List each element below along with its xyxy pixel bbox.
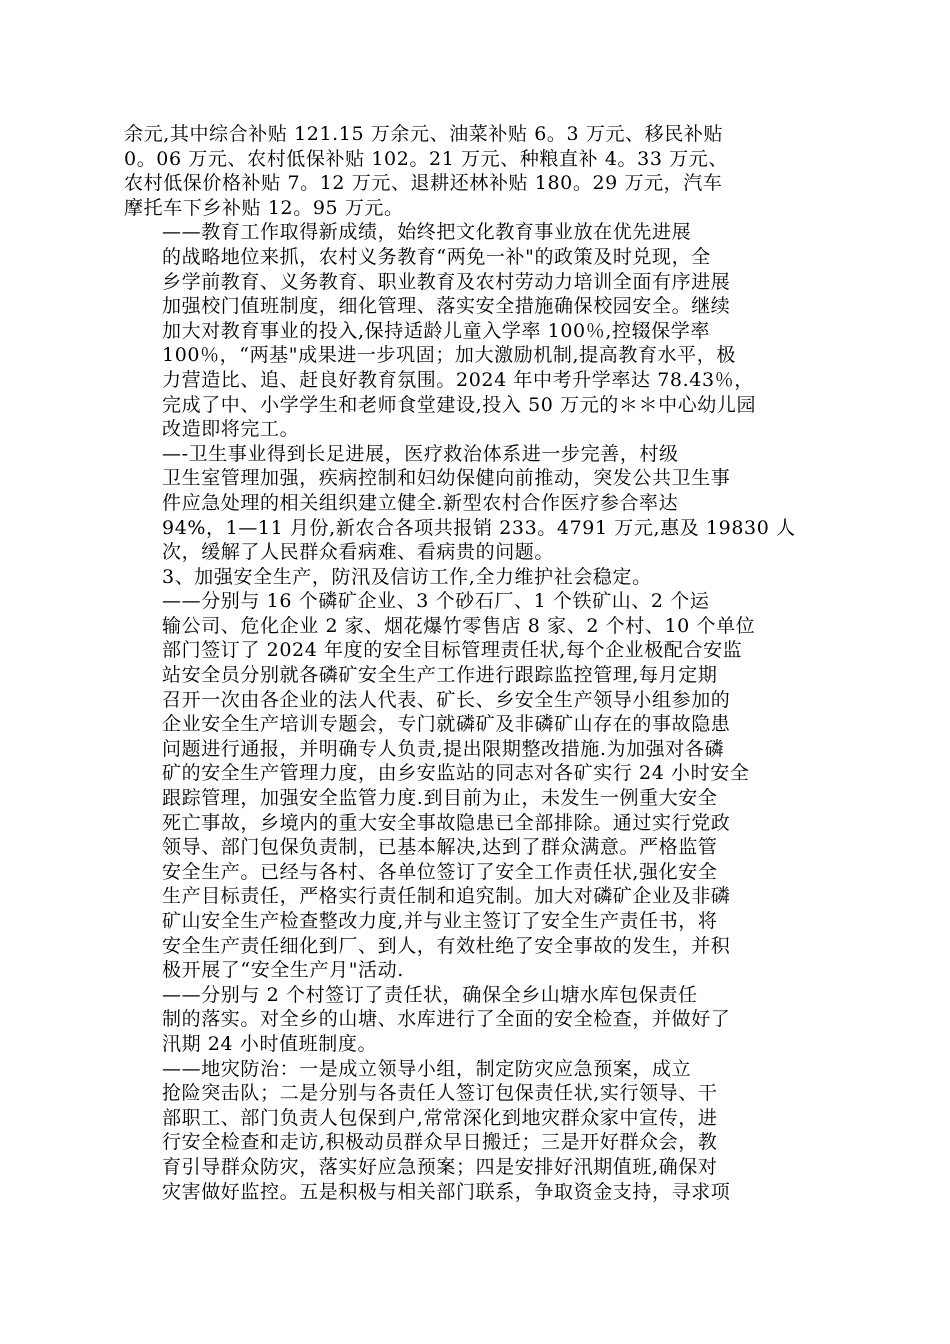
text-line: 问题进行通报，并明确专人负责,提出限期整改措施.为加强对各磷 [162,737,725,760]
text-line: 站安全员分别就各磷矿安全生产工作进行跟踪监控管理,每月定期 [162,664,718,687]
text-line: 灾害做好监控。五是积极与相关部门联系，争取资金支持，寻求项 [162,1180,731,1203]
text-line: 的战略地位来抓，农村义务教育“两免一补"的政策及时兑现，全 [162,245,711,268]
text-line: 3、加强安全生产，防汛及信访工作,全力维护社会稳定。 [162,565,652,588]
text-line: 摩托车下乡补贴 12。95 万元。 [124,196,404,219]
text-line: 加强校门值班制度，细化管理、落实安全措施确保校园安全。继续 [162,295,731,318]
text-line: 跟踪管理，加强安全监管力度.到目前为止，未发生一例重大安全 [162,787,718,810]
text-line: 安全生产责任细化到厂、到人，有效杜绝了安全事故的发生，并积 [162,934,731,957]
text-line: 生产目标责任，严格实行责任制和追究制。加大对磷矿企业及非磷 [162,885,731,908]
paragraph [124,589,836,983]
paragraph [124,220,836,441]
text-line: 卫生室管理加强，疾病控制和妇幼保健向前推动，突发公共卫生事 [162,467,731,490]
text-line: 件应急处理的相关组织建立健全.新型农村合作医疗参合率达 [162,491,679,514]
text-line: 行安全检查和走访,积极动员群众早日搬迁；三是开好群众会，教 [162,1131,718,1154]
paragraph [124,122,836,220]
paragraph [124,1057,836,1205]
text-line: 极开展了“安全生产月"活动. [162,959,404,982]
text-line: 农村低保价格补贴 7。12 万元、退耕还林补贴 180。29 万元，汽车 [124,172,723,195]
paragraph [124,983,836,1057]
text-line: 矿山安全生产检查整改力度,并与业主签订了安全生产责任书，将 [162,910,718,932]
text-line: 矿的安全生产管理力度，由乡安监站的同志对各矿实行 24 小时安全 [162,762,750,785]
text-line: 100％，“两基"成果进一步巩固；加大激励机制,提高教育水平，极 [162,344,736,367]
text-line: 乡学前教育、义务教育、职业教育及农村劳动力培训全面有序进展 [162,270,731,293]
text-line: 召开一次由各企业的法人代表、矿长、乡安全生产领导小组参加的 [162,688,731,711]
text-line: 部职工、部门负责人包保到户,常常深化到地灾群众家中宣传，进 [162,1106,718,1129]
text-line: 制的落实。对全乡的山塘、水库进行了全面的安全检查，并做好了 [162,1008,731,1031]
text-line: ——分别与 2 个村签订了责任状，确保全乡山塘水库包保责任 [162,983,698,1006]
text-line: 抢险突击队；二是分别与各责任人签订包保责任状,实行领导、干 [162,1082,718,1105]
text-line: 死亡事故，乡境内的重大安全事故隐患已全部排除。通过实行党政 [162,811,731,834]
text-line: 次，缓解了人民群众看病难、看病贵的问题。 [162,541,555,564]
text-line: ——教育工作取得新成绩，始终把文化教育事业放在优先进展 [162,221,692,244]
text-line: 完成了中、小学学生和老师食堂建设,投入 50 万元的＊＊中心幼儿园 [162,393,757,416]
paragraph [124,565,836,590]
text-line: 部门签订了 2024 年度的安全目标管理责任状,每个企业极配合安监 [162,639,743,662]
text-line: 改造即将完工。 [162,418,300,441]
text-line: 企业安全生产培训专题会，专门就磷矿及非磷矿山存在的事故隐患 [162,713,731,736]
text-line: ——地灾防治：一是成立领导小组，制定防灾应急预案，成立 [162,1057,692,1080]
text-line: 94%，1—11 月份,新农合各项共报销 233。4791 万元,惠及 19830 人 [162,516,796,539]
text-line: 力营造比、追、赶良好教育氛围。2024 年中考升学率达 78.43％， [162,368,754,391]
text-line: 汛期 24 小时值班制度。 [162,1032,378,1055]
paragraph [124,442,836,565]
text-line: 领导、部门包保负责制，已基本解决,达到了群众满意。严格监管 [162,836,718,859]
text-line: 育引导群众防灾，落实好应急预案；四是安排好汛期值班,确保对 [162,1155,718,1178]
text-line: 输公司、危化企业 2 家、烟花爆竹零售店 8 家、2 个村、10 个单位 [162,614,756,637]
text-line: 0。06 万元、农村低保补贴 102。21 万元、种粮直补 4。33 万元、 [124,147,728,170]
text-line: 安全生产。已经与各村、各单位签订了安全工作责任状,强化安全 [162,860,718,883]
text-line: —-卫生事业得到长足进展，医疗救治体系进一步完善，村级 [162,442,679,465]
document-body [124,122,836,1204]
text-line: 加大对教育事业的投入,保持适龄儿童入学率 100％,控辍保学率 [162,319,710,342]
text-line: 余元,其中综合补贴 121.15 万余元、油菜补贴 6。3 万元、移民补贴 [124,123,724,145]
text-line: ——分别与 16 个磷矿企业、3 个砂石厂、1 个铁矿山、2 个运 [162,590,710,613]
